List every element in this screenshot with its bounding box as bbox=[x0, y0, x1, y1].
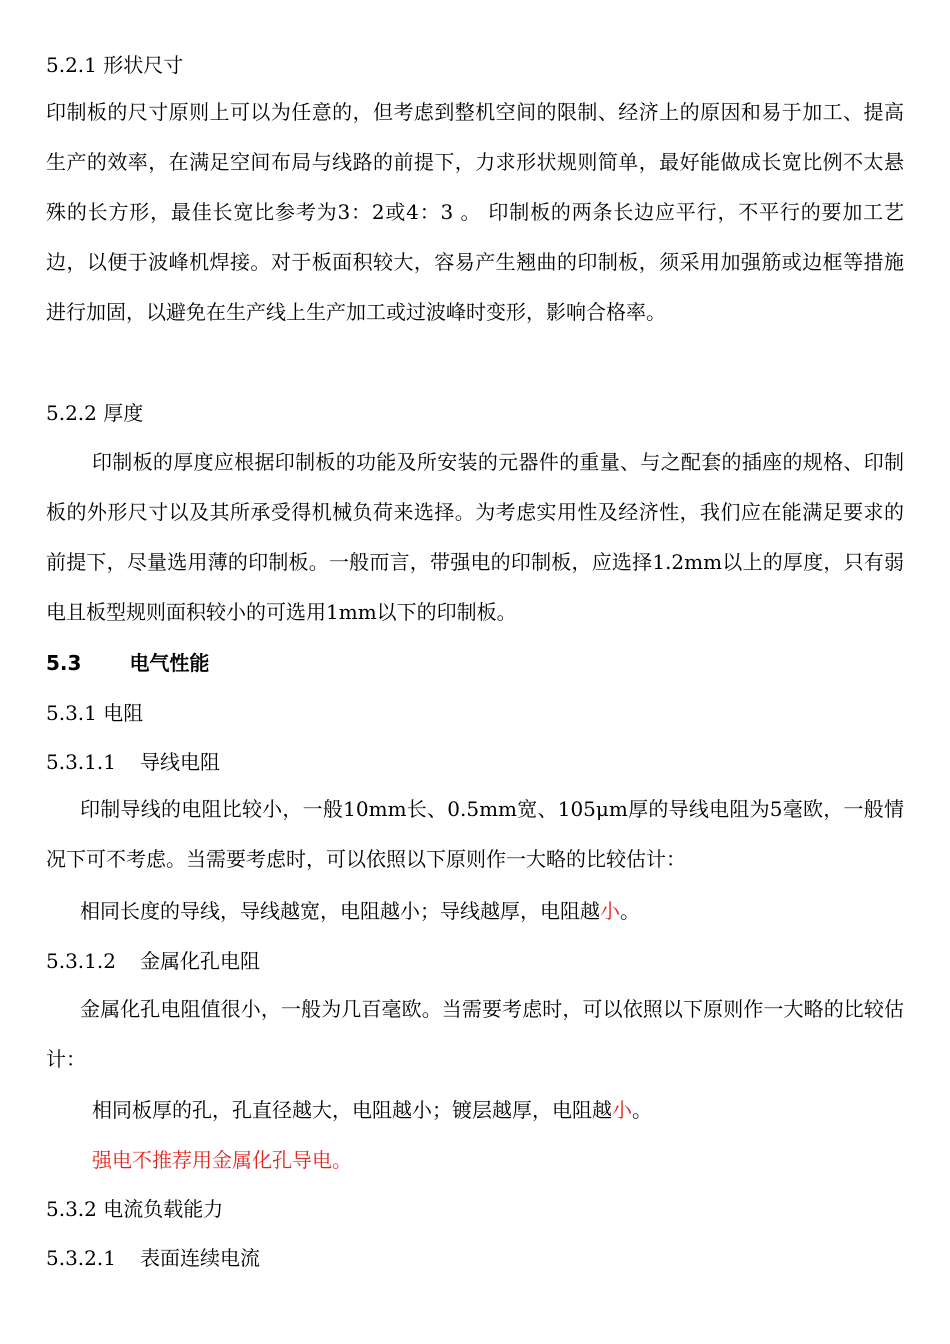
heading-5-3-1-2 bbox=[46, 948, 260, 974]
heading-5-3-2-1-title: 表面连续电流 bbox=[139, 1246, 260, 1270]
rule-via-end: 。 bbox=[632, 1098, 652, 1122]
heading-5-3-title: 电气性能 bbox=[129, 651, 210, 675]
rule-wire-end: 。 bbox=[620, 899, 640, 923]
heading-5-3-1-2-number: 5.3.1.2 bbox=[46, 949, 116, 973]
heading-5-2-2: 5.2.2 厚度 bbox=[46, 401, 144, 425]
warning-via-high-current: 强电不推荐用金属化孔导电。 bbox=[92, 1148, 352, 1172]
heading-5-3-1-1-title: 导线电阻 bbox=[139, 750, 220, 774]
rule-via-highlight: 小 bbox=[612, 1098, 632, 1122]
heading-5-3-1: 5.3.1 电阻 bbox=[46, 701, 144, 725]
rule-via-text: 相同板厚的孔，孔直径越大，电阻越小；镀层越厚，电阻越 bbox=[92, 1098, 612, 1122]
heading-5-3-1-2-title: 金属化孔电阻 bbox=[139, 949, 260, 973]
heading-5-3 bbox=[46, 650, 209, 676]
paragraph-thickness: 印制板的厚度应根据印制板的功能及所安装的元器件的重量、与之配套的插座的规格、印制板的外形尺寸以及其所承受得机械负荷来选择。为考虑实用性及经济性，我们应在能满足要求的前提下，尽量选用薄的印制板。一般而言，带强电的印制板，应选择1.2mm以上的厚度，只有弱电且板型规则面积较小的可选用1mm以下的印制板。 bbox=[46, 450, 904, 624]
rule-via-resistance bbox=[92, 1097, 652, 1123]
heading-5-3-1-1 bbox=[46, 749, 220, 775]
rule-wire-resistance bbox=[80, 898, 640, 924]
heading-5-3-2: 5.3.2 电流负载能力 bbox=[46, 1197, 224, 1221]
heading-5-3-1-1-number: 5.3.1.1 bbox=[46, 750, 116, 774]
paragraph-shape-size: 印制板的尺寸原则上可以为任意的，但考虑到整机空间的限制、经济上的原因和易于加工、提高生产的效率，在满足空间布局与线路的前提下，力求形状规则简单，最好能做成长宽比例不太悬殊的长方形，最佳长宽比参考为3：2或4：3 。 印制板的两条长边应平行，不平行的要加工艺边，以便于波峰机焊接。对于板面积较大，容易产生翘曲的印制板，须采用加强筋或边框等措施进行加固，以避免在生产线上生产加工或过波峰时变形，影响合格率。 bbox=[46, 100, 904, 324]
heading-5-2-1: 5.2.1 形状尺寸 bbox=[46, 53, 184, 77]
heading-5-3-2-1 bbox=[46, 1245, 260, 1271]
heading-5-3-2-1-number: 5.3.2.1 bbox=[46, 1246, 116, 1270]
paragraph-wire-resistance: 印制导线的电阻比较小，一般10mm长、0.5mm宽、105μm厚的导线电阻为5毫欧，一般情况下可不考虑。当需要考虑时，可以依照以下原则作一大略的比较估计： bbox=[46, 797, 904, 871]
heading-5-3-number: 5.3 bbox=[46, 651, 82, 675]
paragraph-via-resistance: 金属化孔电阻值很小，一般为几百毫欧。当需要考虑时，可以依照以下原则作一大略的比较估计： bbox=[46, 997, 904, 1071]
rule-wire-text: 相同长度的导线，导线越宽，电阻越小；导线越厚，电阻越 bbox=[80, 899, 600, 923]
rule-wire-highlight: 小 bbox=[600, 899, 620, 923]
